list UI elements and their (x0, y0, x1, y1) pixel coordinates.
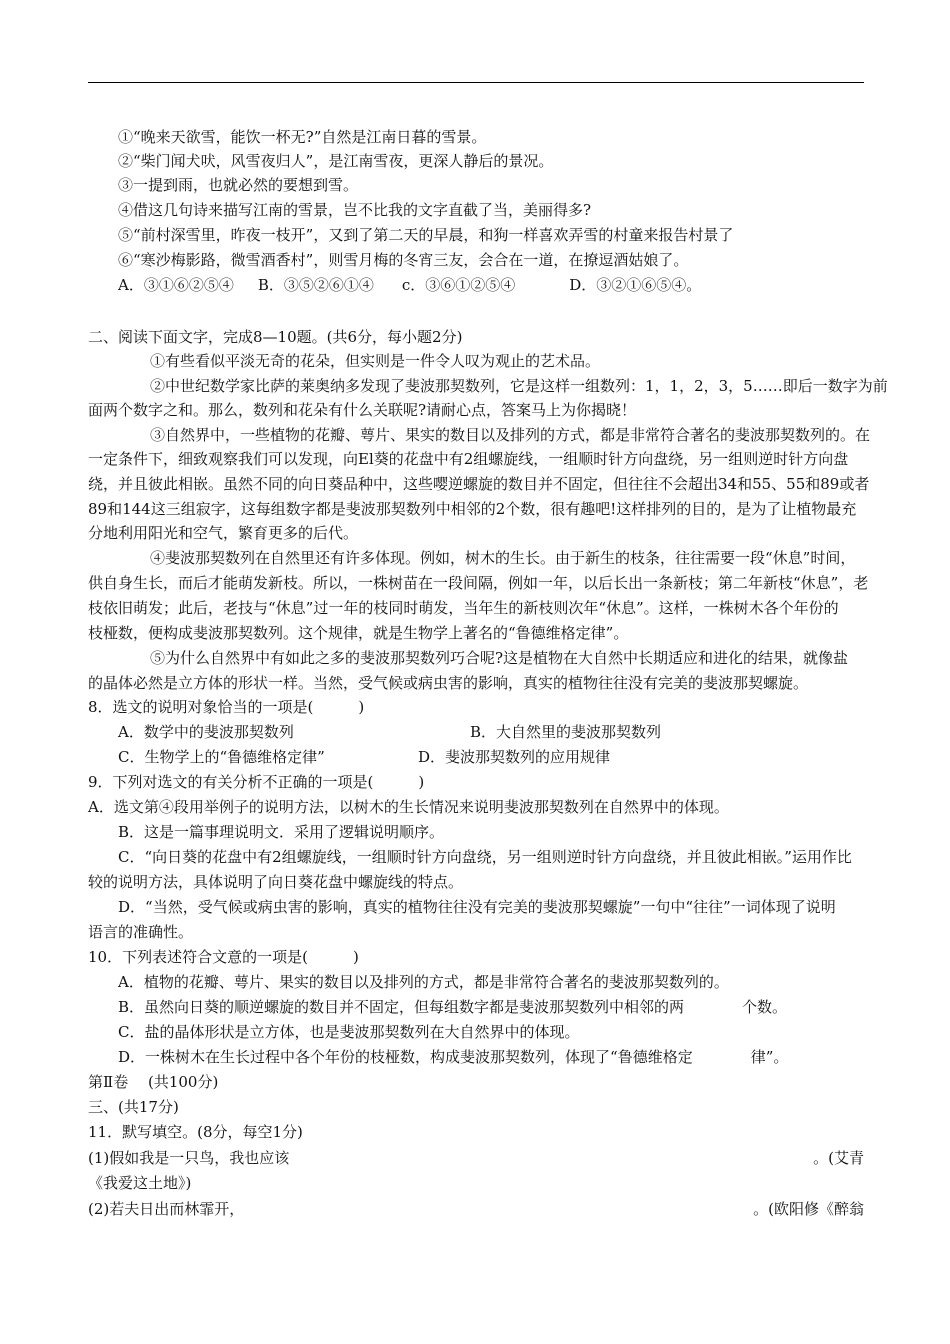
q10-option-a: A．植物的花瓣、萼片、果实的数目以及排列的方式，都是非常符合著名的斐波那契数列的。 (118, 973, 729, 991)
sentence-4: ④借这几句诗来描写江南的雪景，岂不比我的文字直截了当，美丽得多? (118, 201, 592, 219)
passage-line: 供自身生长，而后才能萌发新枝。所以，一株树苗在一段间隔，例如一年，以后长出一条新枝；第二年新枝“休息”，老 (88, 574, 869, 592)
q11-item-2-source: 。(欧阳修《醉翁 (753, 1200, 864, 1218)
passage-line: 面两个数字之和。那么，数列和花朵有什么关联呢?请耐心点，答案马上为你揭晓！ (88, 401, 637, 419)
q9-stem: 9．下列对选文的有关分析不正确的一项是( ) (88, 773, 425, 791)
q11-item-1: (1)假如我是一只鸟，我也应该 (88, 1149, 290, 1167)
option-c: c．③⑥①②⑤④ (401, 276, 516, 294)
q10-option-d-tail: 律”。 (750, 1048, 789, 1066)
q9-option-d-cont: 语言的准确性。 (88, 923, 194, 941)
q9-option-b: B．这是一篇事理说明文．采用了逻辑说明顺序。 (118, 823, 445, 841)
q9-option-c-cont: 较的说明方法，具体说明了向日葵花盘中螺旋线的特点。 (88, 873, 464, 891)
part-2-heading: 第Ⅱ卷 (共100分) (88, 1073, 219, 1091)
passage-line: 分地利用阳光和空气，繁育更多的后代。 (88, 524, 359, 542)
option-b: B．③⑤②⑥①④ (257, 276, 374, 294)
passage-line: 一定条件下，细致观察我们可以发现，向El葵的花盘中有2组螺旋线，一组顺时针方向盘绕，另一组则逆时针方向盘 (88, 450, 849, 468)
sentence-1: ①“晚来天欲雪，能饮一杯无?”自然是江南日暮的雪景。 (118, 128, 487, 146)
header-rule (88, 82, 864, 83)
passage-line: 枝桠数，便构成斐波那契数列。这个规律，就是生物学上著名的“鲁德维格定律”。 (88, 624, 629, 642)
q11-item-1-source-cont: 《我爱这土地》) (88, 1174, 192, 1192)
q8-options-cd (118, 745, 864, 769)
q8-option-b: B．大自然里的斐波那契数列 (470, 723, 662, 741)
q10-option-b-text: B．虽然向日葵的顺逆螺旋的数目并不固定，但每组数字都是斐波那契数列中相邻的两 (118, 998, 685, 1016)
sentence-6: ⑥“寒沙梅影路，微雪酒香村”，则雪月梅的冬宵三友，会合在一道，在撩逗酒姑娘了。 (118, 251, 689, 269)
q10-option-b (118, 995, 864, 1019)
sentence-2: ②“柴门闻犬吠，风雪夜归人”，是江南雪夜，更深人静后的景况。 (118, 152, 554, 170)
passage-line: ⑤为什么自然界中有如此之多的斐波那契数列巧合呢?这是植物在大自然中长期适应和进化的结果，就像盐 (150, 649, 849, 667)
q8-stem: 8．选文的说明对象恰当的一项是( ) (88, 698, 365, 716)
q9-option-a: A．选文第④段用举例子的说明方法，以树木的生长情况来说明斐波那契数列在自然界中的体现。 (88, 798, 729, 816)
q11-stem: 11．默写填空。(8分，每空1分) (88, 1123, 303, 1141)
q10-stem: 10．下列表述符合文意的一项是( ) (88, 948, 359, 966)
q11-item-2: (2)若夫日出而林霏开， (88, 1200, 245, 1218)
section-2-heading: 二、阅读下面文字，完成8—10题。(共6分，每小题2分) (88, 328, 463, 346)
q8-option-a: A．数学中的斐波那契数列 (118, 723, 294, 741)
passage-line: ②中世纪数学家比萨的莱奥纳多发现了斐波那契数列，它是这样一组数列：1，1，2，3，5……即后一数字为前 (150, 377, 888, 395)
q8-option-c: C．生物学上的“鲁德维格定律” (118, 748, 325, 766)
sentence-3: ③一提到雨，也就必然的要想到雪。 (118, 176, 359, 194)
q10-option-b-tail: 个数。 (742, 998, 788, 1016)
q10-option-c: C．盐的晶体形状是立方体，也是斐波那契数列在大自然界中的体现。 (118, 1023, 580, 1041)
passage-line: ③自然界中，一些植物的花瓣、萼片、果实的数目以及排列的方式，都是非常符合著名的斐波那契数列的。在 (150, 426, 871, 444)
q9-option-c: C．“向日葵的花盘中有2组螺旋线，一组顺时针方向盘绕，另一组则逆时针方向盘绕，并且彼此相嵌。”运用作比 (118, 848, 852, 866)
section-3-heading: 三、(共17分) (88, 1098, 179, 1116)
passage-line: 绕，并且彼此相嵌。虽然不同的向日葵品种中，这些嘤逆螺旋的数目并不固定，但往往不会超出34和55、55和89或者 (88, 475, 870, 493)
passage-line: ④斐波那契数列在自然里还有许多体现。例如，树木的生长。由于新生的枝条，往往需要一段“休息”时间， (150, 549, 856, 567)
option-a: A．③①⑥②⑤④ (118, 276, 234, 294)
q8-options-ab (118, 720, 864, 744)
passage-line: 89和144这三组寂字，这每组数字都是斐波那契数列中相邻的2个数，很有趣吧!这样排列的目的，是为了让植物最充 (88, 500, 857, 518)
passage-line: ①有些看似平淡无奇的花朵，但实则是一件令人叹为观止的艺术品。 (150, 352, 601, 370)
q9-option-d: D．“当然，受气候或病虫害的影响，真实的植物往往没有完美的斐波那契螺旋”一句中“往往”一词体现了说明 (118, 898, 836, 916)
q10-option-d-text: D．一株树木在生长过程中各个年份的枝桠数，构成斐波那契数列，体现了“鲁德维格定 (118, 1048, 693, 1066)
passage-line: 的晶体必然是立方体的形状一样。当然，受气候或病虫害的影响，真实的植物往往没有完美的斐波那契螺旋。 (88, 674, 809, 692)
sentence-options (118, 273, 864, 297)
passage-line: 枝依旧萌发；此后，老技与“休息”过一年的枝同时萌发，当年生的新枝则次年“休息”。这样，一株树木各个年份的 (88, 599, 839, 617)
sentence-5: ⑤“前村深雪里，昨夜一枝开”，又到了第二天的早晨，和狗一样喜欢弄雪的村童来报告村景了 (118, 226, 734, 244)
q11-item-1-source: 。(艾青 (813, 1149, 864, 1167)
option-d: D．③②①⑥⑤④。 (569, 276, 702, 294)
q10-option-d (118, 1045, 864, 1069)
q8-option-d: D．斐波那契数列的应用规律 (418, 748, 611, 766)
